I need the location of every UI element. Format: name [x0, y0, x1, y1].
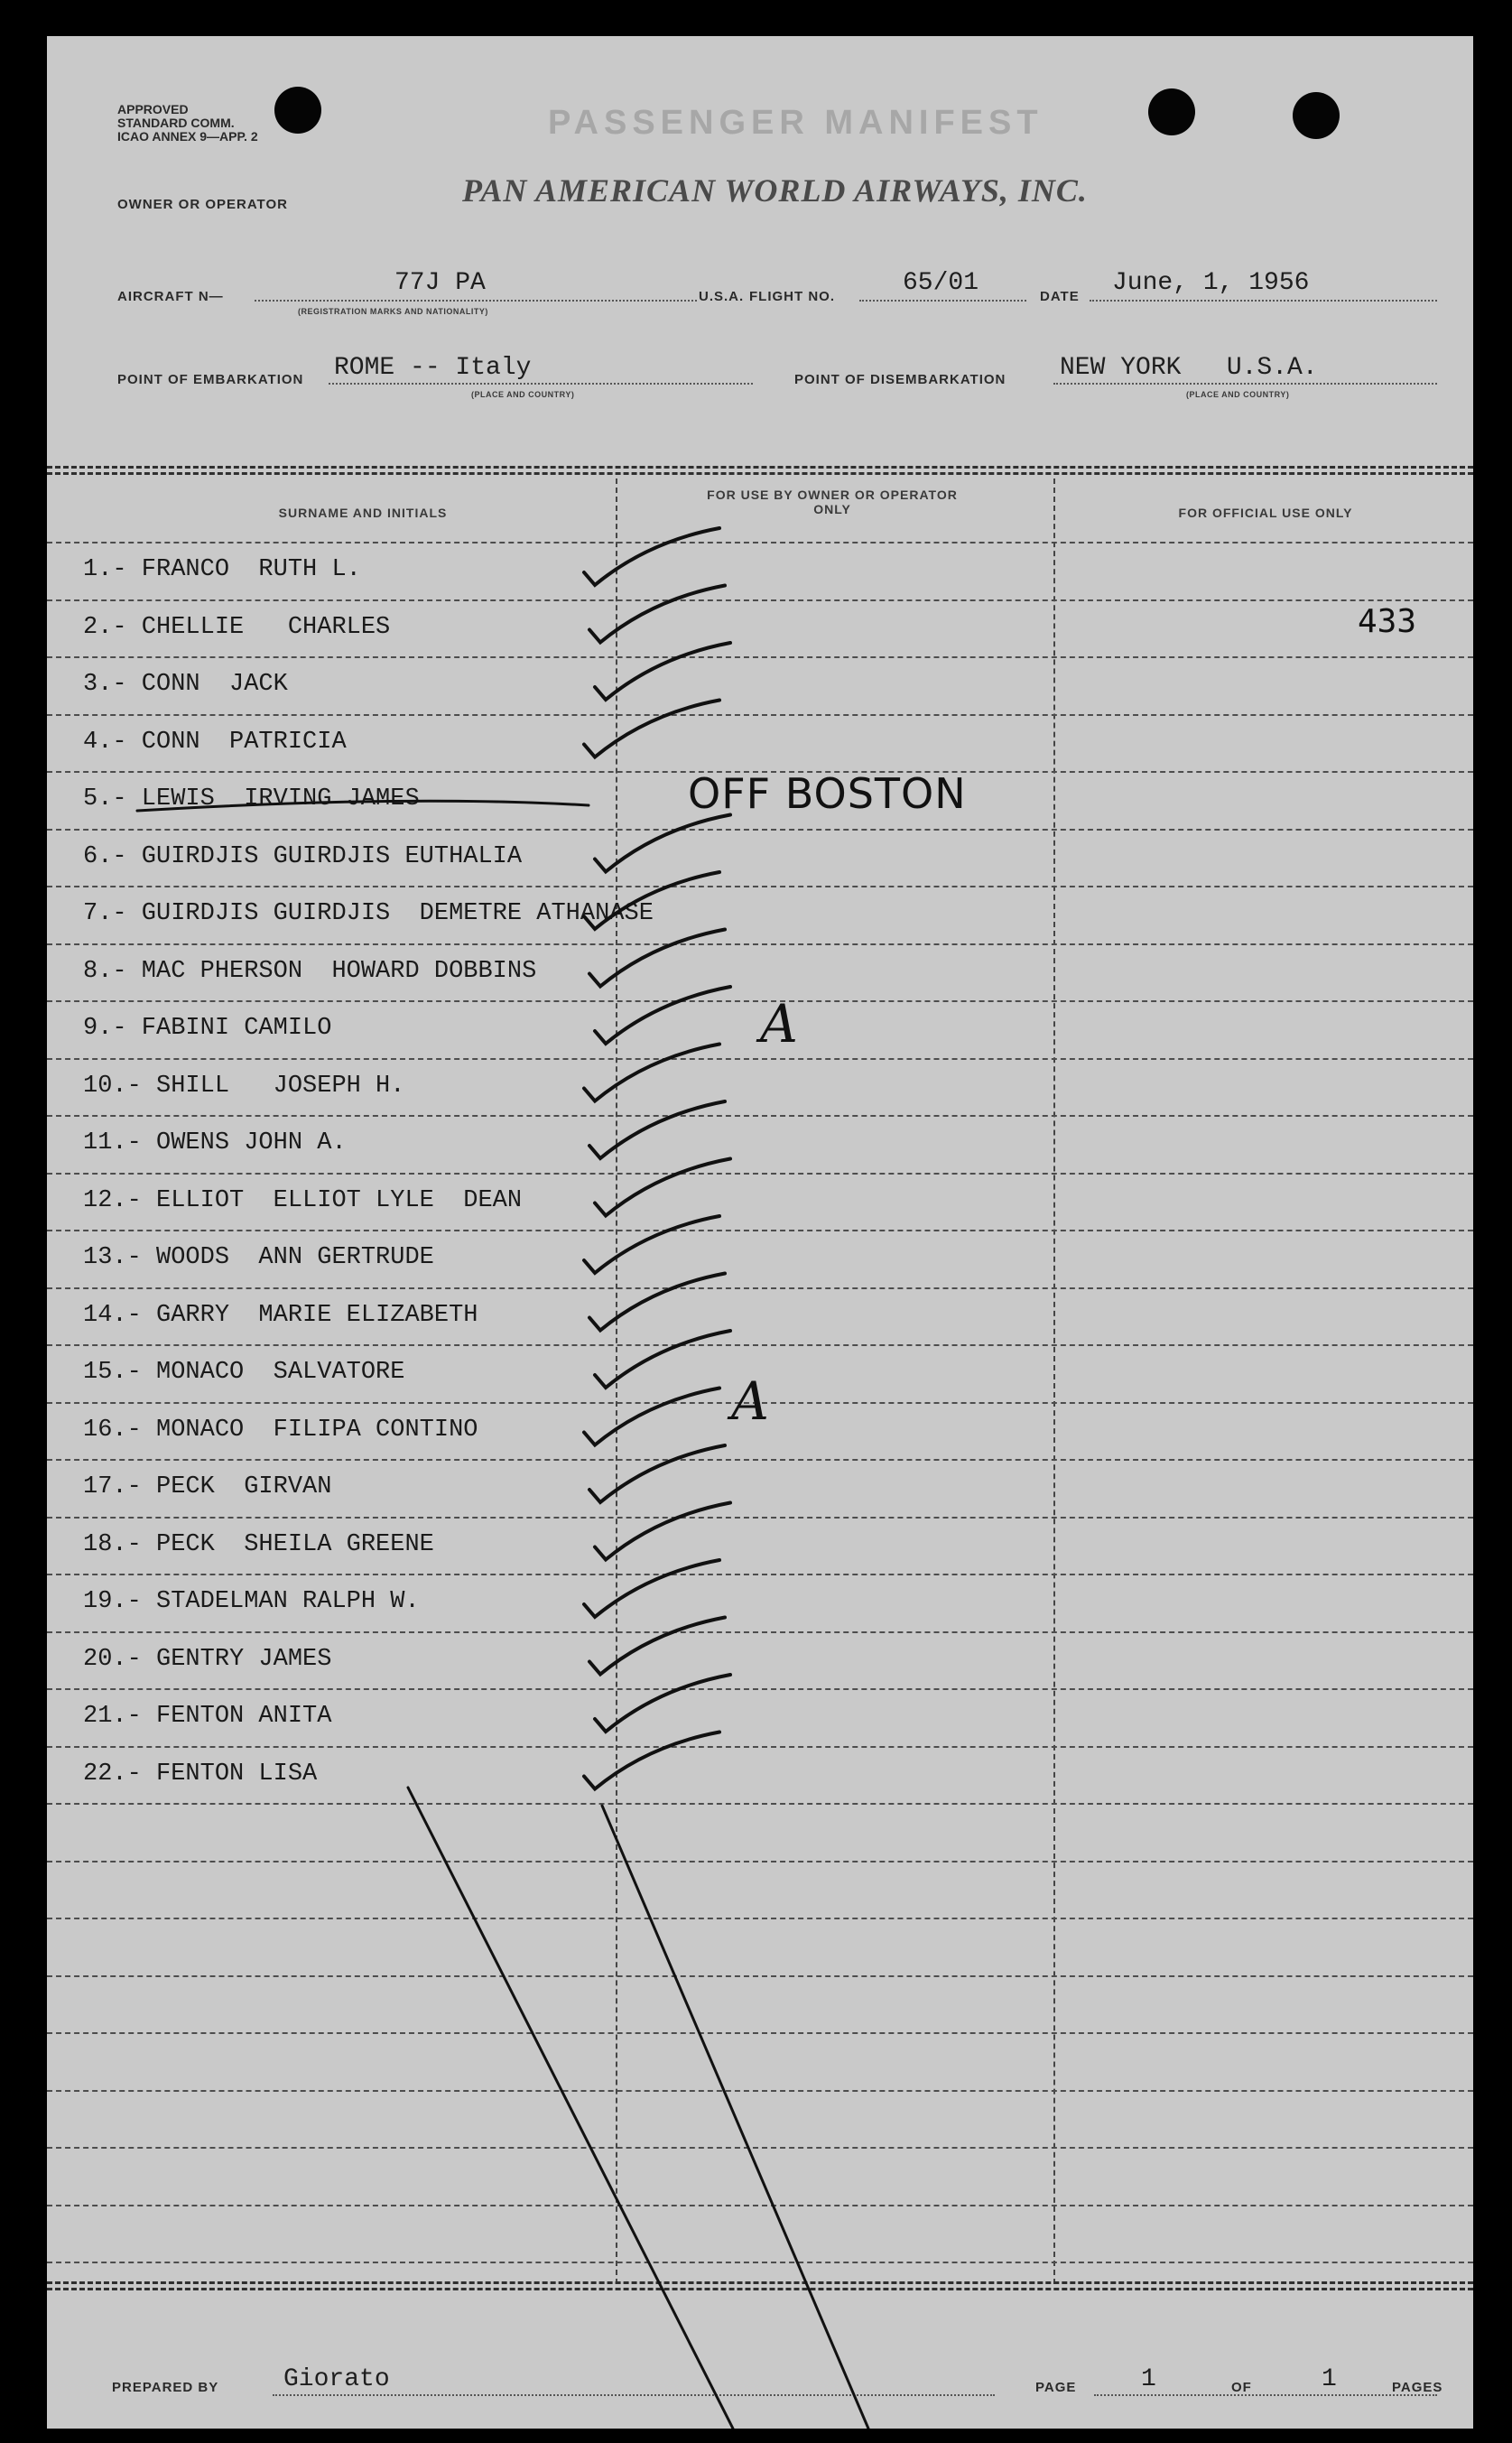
prepared-label: PREPARED BY — [112, 2380, 219, 2395]
owner-use-column-header: FOR USE BY OWNER OR OPERATOR ONLY — [707, 488, 958, 516]
of-value: 1 — [1322, 2365, 1337, 2393]
passenger-row: 17.- PECK GIRVAN — [83, 1473, 332, 1500]
handwritten-a: A — [760, 993, 798, 1054]
cancel-line — [602, 1806, 868, 2429]
checkmark — [589, 1618, 725, 1675]
passenger-row: 3.- CONN JACK — [83, 671, 288, 698]
checkmark — [584, 872, 719, 929]
official-number: 433 — [1358, 603, 1417, 640]
cancel-line — [408, 1788, 733, 2429]
checkmark — [595, 1675, 730, 1732]
checkmark — [584, 1216, 719, 1273]
passenger-row: 13.- WOODS ANN GERTRUDE — [83, 1244, 434, 1271]
checkmark — [584, 701, 719, 757]
passenger-row: 20.- GENTRY JAMES — [83, 1646, 332, 1673]
checkmark — [595, 815, 730, 872]
passenger-row: 9.- FABINI CAMILO — [83, 1015, 332, 1042]
checkmark — [584, 1389, 719, 1445]
page-label: PAGE — [1035, 2380, 1077, 2395]
checkmark — [584, 1045, 719, 1101]
handwritten-checkmarks — [47, 36, 1473, 2429]
passenger-row: 14.- GARRY MARIE ELIZABETH — [83, 1302, 478, 1329]
disembark-sub: (PLACE AND COUNTRY) — [1186, 390, 1290, 399]
disembark-label: POINT OF DISEMBARKATION — [794, 372, 1006, 387]
aircraft-label: AIRCRAFT N— — [117, 289, 224, 304]
checkmark — [589, 586, 725, 643]
passenger-row: 7.- GUIRDJIS GUIRDJIS DEMETRE ATHANASE — [83, 900, 654, 927]
checkmark — [595, 1331, 730, 1388]
date-label: DATE — [1040, 289, 1080, 304]
passenger-row: 2.- CHELLIE CHARLES — [83, 614, 391, 641]
passenger-row: 22.- FENTON LISA — [83, 1760, 318, 1788]
checkmark — [589, 1101, 725, 1158]
form-code: APPROVED STANDARD COMM. ICAO ANNEX 9—APP. 2 — [117, 102, 258, 144]
passenger-row: 11.- OWENS JOHN A. — [83, 1129, 347, 1156]
embark-label: POINT OF EMBARKATION — [117, 372, 304, 387]
flight-label: FLIGHT NO. — [749, 289, 835, 304]
checkmark — [595, 987, 730, 1044]
passenger-row: 6.- GUIRDJIS GUIRDJIS EUTHALIA — [83, 843, 523, 870]
passenger-row: 10.- SHILL JOSEPH H. — [83, 1073, 405, 1100]
checkmark — [595, 1159, 730, 1216]
page-value: 1 — [1141, 2365, 1156, 2393]
checkmark — [589, 1445, 725, 1502]
checkmark — [584, 1732, 719, 1789]
date-value: June, 1, 1956 — [1112, 269, 1310, 297]
of-label: OF — [1231, 2380, 1252, 2395]
passenger-row: 5.- LEWIS IRVING JAMES — [83, 785, 420, 813]
checkmark — [584, 528, 719, 585]
passenger-row: 8.- MAC PHERSON HOWARD DOBBINS — [83, 958, 537, 985]
passenger-row: 19.- STADELMAN RALPH W. — [83, 1588, 420, 1615]
passenger-row: 18.- PECK SHEILA GREENE — [83, 1531, 434, 1558]
aircraft-value: 77J PA — [394, 269, 486, 297]
passenger-row: 15.- MONACO SALVATORE — [83, 1359, 405, 1386]
manifest-sheet — [47, 36, 1473, 2429]
passenger-row: 21.- FENTON ANITA — [83, 1703, 332, 1730]
embark-value: ROME -- Italy — [334, 354, 532, 382]
official-use-column-header: FOR OFFICIAL USE ONLY — [1178, 506, 1353, 520]
passenger-row: 4.- CONN PATRICIA — [83, 729, 347, 756]
checkmark — [595, 643, 730, 700]
checkmark — [589, 930, 725, 987]
passenger-row: 1.- FRANCO RUTH L. — [83, 556, 361, 583]
owner-value: PAN AMERICAN WORLD AIRWAYS, INC. — [462, 172, 1088, 209]
off-boston-stamp: OFF BOSTON — [688, 769, 967, 818]
strike-line — [137, 801, 589, 811]
checkmark — [584, 1560, 719, 1617]
embark-sub: (PLACE AND COUNTRY) — [471, 390, 575, 399]
owner-label: OWNER OR OPERATOR — [117, 197, 288, 212]
prepared-value: Giorato — [283, 2365, 390, 2393]
surname-column-header: SURNAME AND INITIALS — [278, 506, 448, 520]
disembark-value: NEW YORK U.S.A. — [1060, 354, 1318, 382]
passenger-row: 12.- ELLIOT ELLIOT LYLE DEAN — [83, 1187, 523, 1214]
manifest-title: PASSENGER MANIFEST — [548, 104, 1044, 142]
usa-label: U.S.A. — [699, 289, 745, 304]
checkmark — [595, 1503, 730, 1560]
passenger-row: 16.- MONACO FILIPA CONTINO — [83, 1417, 478, 1444]
aircraft-sub: (REGISTRATION MARKS AND NATIONALITY) — [298, 307, 488, 316]
checkmark — [589, 1274, 725, 1331]
flight-value: 65/01 — [903, 269, 979, 297]
handwritten-a: A — [731, 1370, 769, 1432]
pages-label: PAGES — [1392, 2380, 1443, 2395]
